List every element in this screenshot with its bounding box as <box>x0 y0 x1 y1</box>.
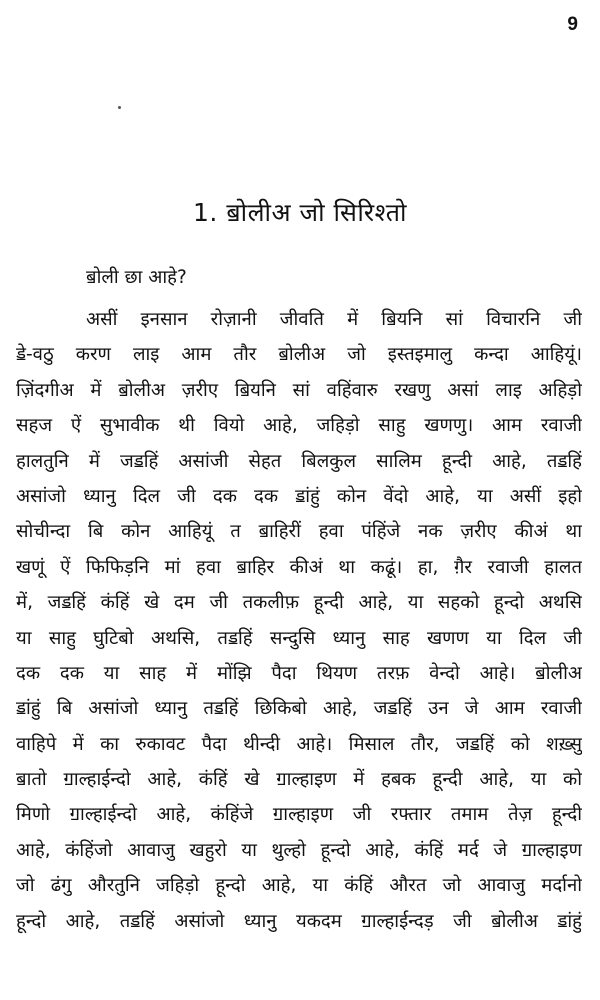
print-speck <box>118 106 121 109</box>
text-line: असीं इनसान रोज़ानी जीवति में ॿियनि सां विचारनि जी <box>86 309 582 330</box>
body-paragraph <box>16 302 582 939</box>
text-line: ॾांहुं बि असांजो ध्यानु तॾहिं छिकिबो आहे, जॾहिं उन जे आम रवाजी <box>16 698 582 720</box>
chapter-title: 1. ॿोलीअ जो सिरिश्तो <box>193 198 407 227</box>
text-line: जो ढंगु औरतुनि जहिड़ो हून्दो आहे, या कंहिं औरत जो आवाजु मर्दानो <box>16 875 582 897</box>
text-line: खणूं ऐं फिफिड़नि मां हवा ॿाहिर कीअं था कढूं। हा, ग़ैर रवाजी हालत <box>16 556 582 578</box>
text-line: असांजो ध्यानु दिल जी दक दक ॾांहुं कोन वेंदो आहे, या असीं इहो <box>16 485 582 507</box>
text-line: ॾे-वठु करण लाइ आम तौर ॿोलीअ जो इस्तइमालु कन्दा आहियूं। <box>16 344 582 366</box>
section-heading: ॿोली छा आहे? <box>86 267 187 288</box>
text-line: हालतुनि में जॾहिं असांजी सेहत बिलकुल सालिम हून्दी आहे, तॾहिं <box>16 450 582 472</box>
text-line: ज़िंदगीअ में ॿोलीअ ज़रीए ॿियनि सां वहिंवारु रखणु असां लाइ अहिड़ो <box>16 379 582 401</box>
text-line: सोचीन्दा बि कोन आहियूं त ॿाहिरीं हवा पंहिंजे नक ज़रीए कीअं था <box>16 521 582 543</box>
page-number: 9 <box>567 14 578 35</box>
text-line: या साहु घुटिबो अथसि, तॾहिं सन्दुसि ध्यानु साह खणण या दिल जी <box>16 627 582 649</box>
text-line: हून्दो आहे, तॾहिं असांजो ध्यानु यकदम ॻाल्हाईन्दड़ जी ॿोलीअ ॾांहुं <box>16 910 582 932</box>
text-line: दक दक या साह में मोंझि पैदा थियण तरफ़ वेन्दो आहे। ॿोलीअ <box>16 662 582 684</box>
text-line: मिणो ॻाल्हाईन्दो आहे, कंहिंजे ॻाल्हाइण जी रफ्तार तमाम तेज़ हून्दी <box>16 804 582 826</box>
text-line: ॿातो ॻाल्हाईन्दो आहे, कंहिं खे ॻाल्हाइण में हबक हून्दी आहे, या को <box>16 769 582 791</box>
text-line: सहज ऐं सुभावीक थी वियो आहे, जहिड़ो साहु खणणु। आम रवाजी <box>16 415 582 437</box>
text-line: वाहिपे में का रुकावट पैदा थीन्दी आहे। मिसाल तौर, जॾहिं को शख़्सु <box>16 733 582 755</box>
text-line: में, जॾहिं कंहिं खे दम जी तकलीफ़ हून्दी आहे, या सहको हून्दो अथसि <box>16 592 582 614</box>
text-line: आहे, कंहिंजो आवाजु खहुरो या थुल्हो हून्दो आहे, कंहिं मर्द जे ॻाल्हाइण <box>16 839 582 861</box>
